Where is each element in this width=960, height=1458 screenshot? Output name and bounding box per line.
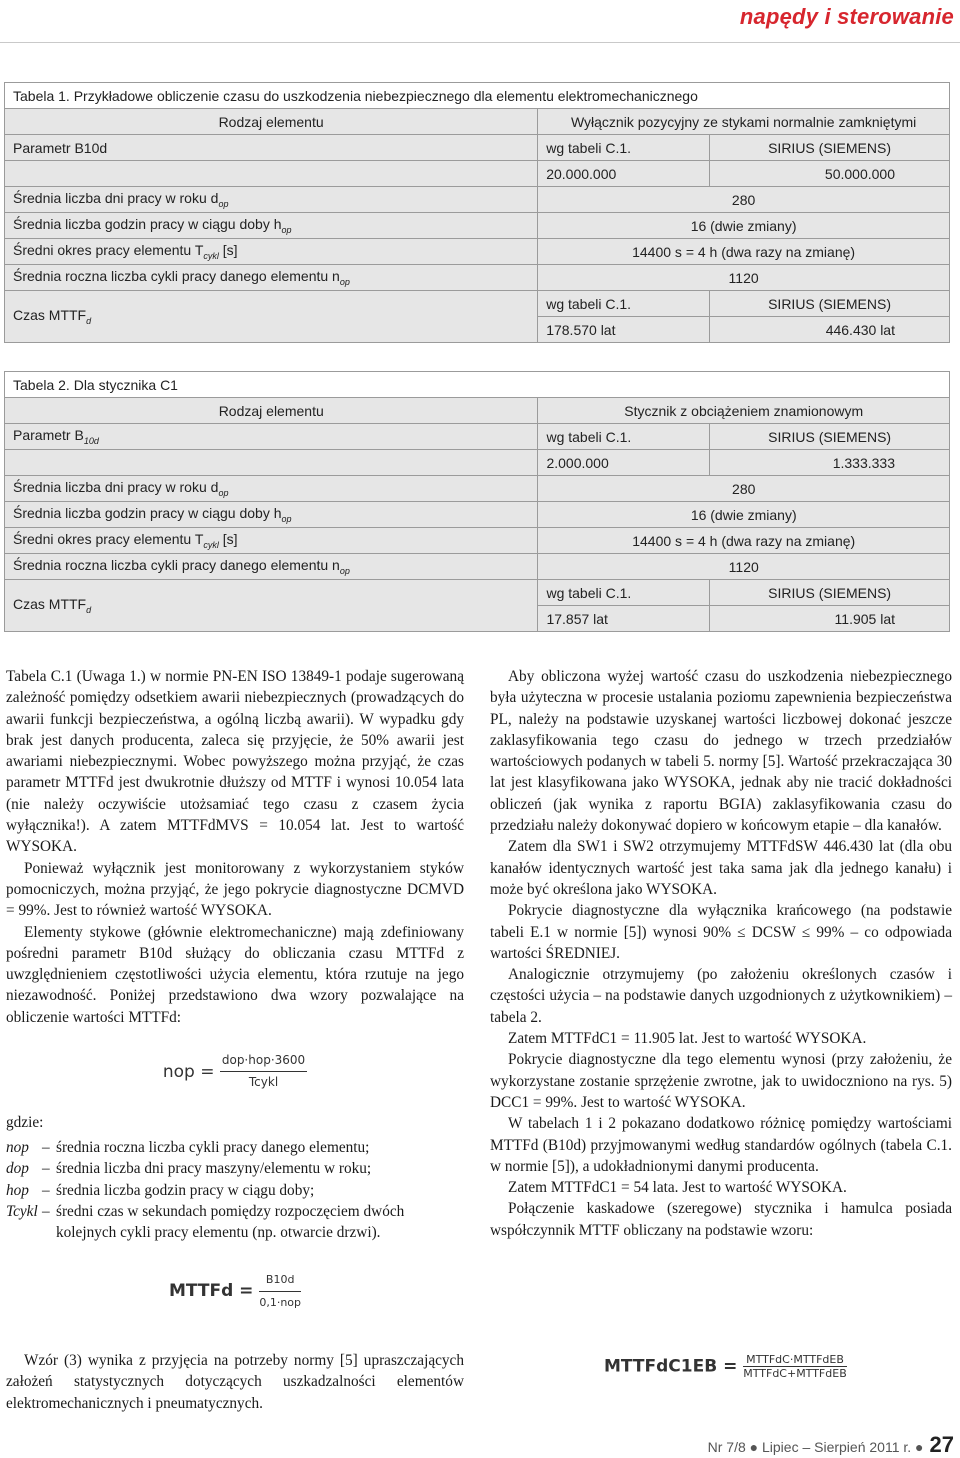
formula-cascade: MTTFdC1EB = MTTFdC·MTTFdEB MTTFdC+MTTFdEB (604, 1353, 847, 1380)
mttf-row-label: Czas $MTTF_d$ (5, 291, 538, 343)
paragraph: Pokrycie diagnostyczne dla tego elementu wynosi (przy założeniu, że wykorzystane zostanie sprzężenie zwrotne, jak to uwidoczniono na rys. 5) DCC1 = 99%. Jest to wartość WYSOKA. (490, 1051, 952, 1111)
formula-mttfd: MTTFd = B10d 0,1·nop (6, 1269, 464, 1313)
source-tabela-c1: wg tabeli C.1. (538, 424, 710, 450)
dop-row-label: Średnia liczba dni pracy w roku $d_{op}$ (5, 187, 538, 213)
hop-row-label: Średnia liczba godzin pracy w ciągu doby $h_{op}$ (5, 213, 538, 239)
dop-row-label: Średnia liczba dni pracy w roku $d_{op}$ (5, 476, 538, 502)
definition-item: nop – średnia roczna liczba cykli pracy danego elementu; (6, 1138, 370, 1156)
paragraph: Analogicznie otrzymujemy (po założeniu określonych czasów i częstości użycia – na podstawie danych uzgodnionych z użytkownikiem) – tabela 2. (490, 966, 952, 1026)
page-number: 27 (929, 1432, 954, 1457)
b10d-value-c1: 2.000.000 (538, 450, 710, 476)
mttf-value-sirius: 11.905 lat (710, 606, 950, 632)
mttf-value-c1: 178.570 lat (538, 317, 710, 343)
paragraph: Zatem MTTFdC1 = 11.905 lat. Jest to wartość WYSOKA. (508, 1030, 867, 1048)
empty-cell (5, 161, 538, 187)
hop-value: 16 (dwie zmiany) (538, 213, 950, 239)
mttf-value-c1: 17.857 lat (538, 606, 710, 632)
formula-nop: nop = dop·hop·3600 Tcykl (6, 1050, 464, 1094)
issue-info: Nr 7/8 ● Lipiec – Sierpień 2011 r. ● (707, 1439, 924, 1455)
source-tabela-c1: wg tabeli C.1. (538, 135, 710, 161)
tcykl-row-label: Średni okres pracy elementu $T_{cykl}$ [s] (5, 528, 538, 554)
mttf-value-sirius: 446.430 lat (710, 317, 950, 343)
paragraph: Wzór (3) wynika z przyjęcia na potrzeby normy [5] upraszczających założeń statystycznych dotyczących uszkadzalności elementów elektromechanicznych i pneumatycznych. (6, 1352, 464, 1412)
nop-value: 1120 (538, 554, 950, 580)
source-sirius: SIRIUS (SIEMENS) (710, 424, 950, 450)
mttf-source-sirius: SIRIUS (SIEMENS) (710, 580, 950, 606)
paragraph: Ponieważ wyłącznik jest monitorowany z wykorzystaniem styków pomocniczych, można przyjąć, że jego pokrycie diagnostyczne DCMVD = 99%. Jest to również wartość WYSOKA. (6, 859, 464, 920)
b10d-value-sirius: 50.000.000 (710, 161, 950, 187)
definition-item: dop – średnia liczba dni pracy maszyny/elementu w roku; (6, 1160, 372, 1178)
tcykl-row-label: Średni okres pracy elementu $T_{cykl}$ [s] (5, 239, 538, 265)
mttf-source-sirius: SIRIUS (SIEMENS) (710, 291, 950, 317)
definitions-heading: gdzie: (6, 1113, 44, 1131)
tcykl-value: 14400 s = 4 h (dwa razy na zmianę) (538, 239, 950, 265)
source-sirius: SIRIUS (SIEMENS) (710, 135, 950, 161)
b10d-param-label: Parametr B10d (5, 135, 538, 161)
element-type-value: Stycznik z obciążeniem znamionowym (538, 398, 950, 424)
b10d-value-sirius: 1.333.333 (710, 450, 950, 476)
mttf-source-c1: wg tabeli C.1. (538, 291, 710, 317)
paragraph: Połączenie kaskadowe (szeregowe) stycznika i hamulca posiada współczynnik MTTF obliczany na podstawie wzoru: (490, 1200, 952, 1239)
b10d-value-c1: 20.000.000 (538, 161, 710, 187)
nop-row-label: Średnia roczna liczba cykli pracy danego elementu $n_{op}$ (5, 554, 538, 580)
definition-item: hop – średnia liczba godzin pracy w ciągu doby; (6, 1181, 315, 1199)
tcykl-value: 14400 s = 4 h (dwa razy na zmianę) (538, 528, 950, 554)
header-divider (0, 42, 960, 43)
page-footer (708, 1432, 954, 1458)
paragraph: W tabelach 1 i 2 pokazano dodatkowo różnicę pomiędzy wartościami MTTFd (B10d) przyjmowanymi według standardów ogólnych (tabela C.1. w normie [5]), a udokładnionymi danymi producenta. (490, 1115, 952, 1175)
magazine-brand: napędy i sterowanie (739, 4, 954, 29)
bottom-left-text (6, 1350, 464, 1414)
paragraph: Pokrycie diagnostyczne dla wyłącznika krańcowego (na podstawie tabeli E.1 w normie [5]) wynosi 90% ≤ DCSW ≤ 99% – co odpowiada wartości ŚREDNIEJ. (490, 902, 952, 962)
empty-cell (5, 450, 538, 476)
hop-row-label: Średnia liczba godzin pracy w ciągu doby $h_{op}$ (5, 502, 538, 528)
element-type-value: Wyłącznik pozycyjny ze stykami normalnie zamkniętymi (538, 109, 950, 135)
dop-value: 280 (538, 187, 950, 213)
b10d-param-label: Parametr $B_{10d}$ (5, 424, 538, 450)
table-2 (4, 371, 950, 632)
paragraph: Zatem MTTFdC1 = 54 lata. Jest to wartość WYSOKA. (508, 1179, 847, 1197)
dop-value: 280 (538, 476, 950, 502)
left-text-column (6, 666, 464, 1313)
table-1 (4, 82, 950, 343)
mttf-row-label: Czas $MTTF_d$ (5, 580, 538, 632)
paragraph: Zatem dla SW1 i SW2 otrzymujemy MTTFdSW 446.430 lat (dla obu kanałów identycznych wartość jest taka sama jak dla jednego kanału) i może być określona jako WYSOKA. (490, 838, 952, 898)
table-1-caption: Tabela 1. Przykładowe obliczenie czasu do uszkodzenia niebezpiecznego dla elementu elektromechanicznego (5, 83, 950, 109)
definition-item: Tcykl – średni czas w sekundach pomiędzy rozpoczęciem dwóch kolejnych cykli pracy elementu (np. otwarcie drzwi). (6, 1202, 405, 1242)
paragraph: Elementy stykowe (głównie elektromechaniczne) mają zdefiniowany pośredni parametr B10d służący do obliczania czasu MTTFd z uwzględnieniem częstotliwości użycia elementu, która rzutuje na jego niezawodność. Poniżej przedstawiono dwa wzory pozwalające na obliczenie wartości MTTFd: (6, 923, 464, 1026)
right-text-column (490, 666, 952, 1241)
hop-value: 16 (dwie zmiany) (538, 502, 950, 528)
paragraph: Aby obliczona wyżej wartość czasu do uszkodzenia niebezpiecznego była użyteczna w procesie ustalania poziomu zapewnienia bezpieczeństwa PL, należy na podstawie uzyskanej wartości liczbowej dokonać jeszcze zaklasyfikowania tego czasu do jednego w trzech przedziałów wartościowych podanych w tabeli 5. normy [5]. Wartość przekraczająca 30 lat jest klasyfikowana jako WYSOKA, jednak aby nie tracić dokładności obliczeń (jak wynika z raportu BGIA) zaklasyfikowania czasu do przedziału należy dokonywać dopiero w końcowym etapie – dla kanałów. (490, 668, 952, 835)
nop-row-label: Średnia roczna liczba cykli pracy danego elementu $n_{op}$ (5, 265, 538, 291)
table-2-caption: Tabela 2. Dla stycznika C1 (5, 372, 950, 398)
mttf-source-c1: wg tabeli C.1. (538, 580, 710, 606)
nop-value: 1120 (538, 265, 950, 291)
paragraph: Tabela C.1 (Uwaga 1.) w normie PN-EN ISO 13849-1 podaje sugerowaną zależność pomiędzy odsetkiem awarii niebezpiecznych (prowadzących do awarii funkcji bezpieczeństwa, a ogólną liczbą awarii). W wypadku gdy brak jest danych producenta, zaleca się przyjęcie, że 50% awarii jest awariami niebezpiecznymi. Wobec powyższego można przyjąć, że czas parametr MTTFd jest dwukrotnie dłuższy od MTTF i wynosi 10.054 lata (nie należy oczywiście utożsamiać tego czasu z czasem życia wyłącznika!). A zatem MTTFdMVS = 10.054 lat. Jest to wartość WYSOKA. (6, 668, 464, 856)
element-type-label: Rodzaj elementu (5, 398, 538, 424)
element-type-label: Rodzaj elementu (5, 109, 538, 135)
definitions-list (6, 1137, 464, 1243)
